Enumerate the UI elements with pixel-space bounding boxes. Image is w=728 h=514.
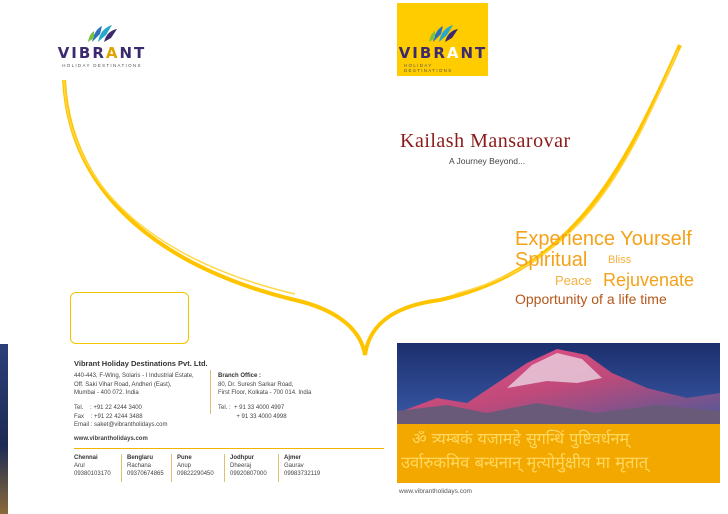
slogan-peace: Peace <box>555 273 592 288</box>
branch-office-address: Branch Office : 80, Dr. Suresh Sarkar Road, First Floor, Kolkata - 700 014. India <box>218 373 312 396</box>
city-office-benglaru: Benglaru Rachana 09370674865 <box>127 455 164 477</box>
brand-wordmark: VIBRANT <box>57 44 147 62</box>
mountain-photo <box>397 343 720 424</box>
hands-logo-icon <box>84 22 120 44</box>
company-website-link[interactable]: www.vibrantholidays.com <box>74 436 148 442</box>
brand-logo-right <box>398 22 488 73</box>
mantra-line-1: ॐ त्र्यम्बकं यजामहे सुगन्धिं पुष्टिवर्धनम् <box>412 429 630 448</box>
brand-subtitle: HOLIDAY DESTINATIONS <box>62 63 142 68</box>
city-divider <box>224 454 225 482</box>
slogan-line-1: Experience Yourself <box>515 228 692 250</box>
address-divider <box>210 370 211 414</box>
city-office-jodhpur: Jodhpur Dheeraj 09920807000 <box>230 455 267 477</box>
slogan-spiritual: Spiritual <box>515 249 588 271</box>
divider-rule <box>74 448 384 449</box>
stamp-box <box>70 292 189 344</box>
left-photo-strip <box>0 344 8 514</box>
brand-wordmark: VIBRANT <box>398 44 488 62</box>
city-office-pune: Pune Anup 09822290450 <box>177 455 214 477</box>
city-divider <box>121 454 122 482</box>
company-name: Vibrant Holiday Destinations Pvt. Ltd. <box>74 359 208 368</box>
city-office-chennai: Chennai Arul 09380103170 <box>74 455 111 477</box>
brand-logo-left <box>57 22 147 68</box>
brand-subtitle: HOLIDAY DESTINATIONS <box>404 63 453 73</box>
slogan-opportunity: Opportunity of a life time <box>515 291 667 307</box>
footer-website-link[interactable]: www.vibrantholidays.com <box>399 488 472 495</box>
branch-office-contact: Tel. : + 91 33 4000 4997 + 91 33 4000 4998 <box>218 405 287 420</box>
mantra-line-2: उर्वारुकमिव बन्धनान् मृत्योर्मुक्षीय मा मृतात् <box>401 453 649 472</box>
hands-logo-icon <box>425 22 461 44</box>
slogan-rejuvenate: Rejuvenate <box>603 270 695 290</box>
city-office-ajmer: Ajmer Gaurav 09983732119 <box>284 455 321 477</box>
hero-tagline: A Journey Beyond... <box>449 156 526 166</box>
city-divider <box>171 454 172 482</box>
city-divider <box>278 454 279 482</box>
hero-title: Kailash Mansarovar <box>400 130 571 152</box>
slogan-bliss: Bliss <box>608 254 632 266</box>
head-office-contact: Tel. : +91 22 4244 3400 Fax : +91 22 4244 3488 Email : saket@vibrantholidays.com <box>74 405 168 428</box>
head-office-address: 440-443, F-Wing, Solaris - I Industrial Estate, Off. Saki Vihar Road, Andheri (East), Mumbai - 400 072. India <box>74 373 194 396</box>
